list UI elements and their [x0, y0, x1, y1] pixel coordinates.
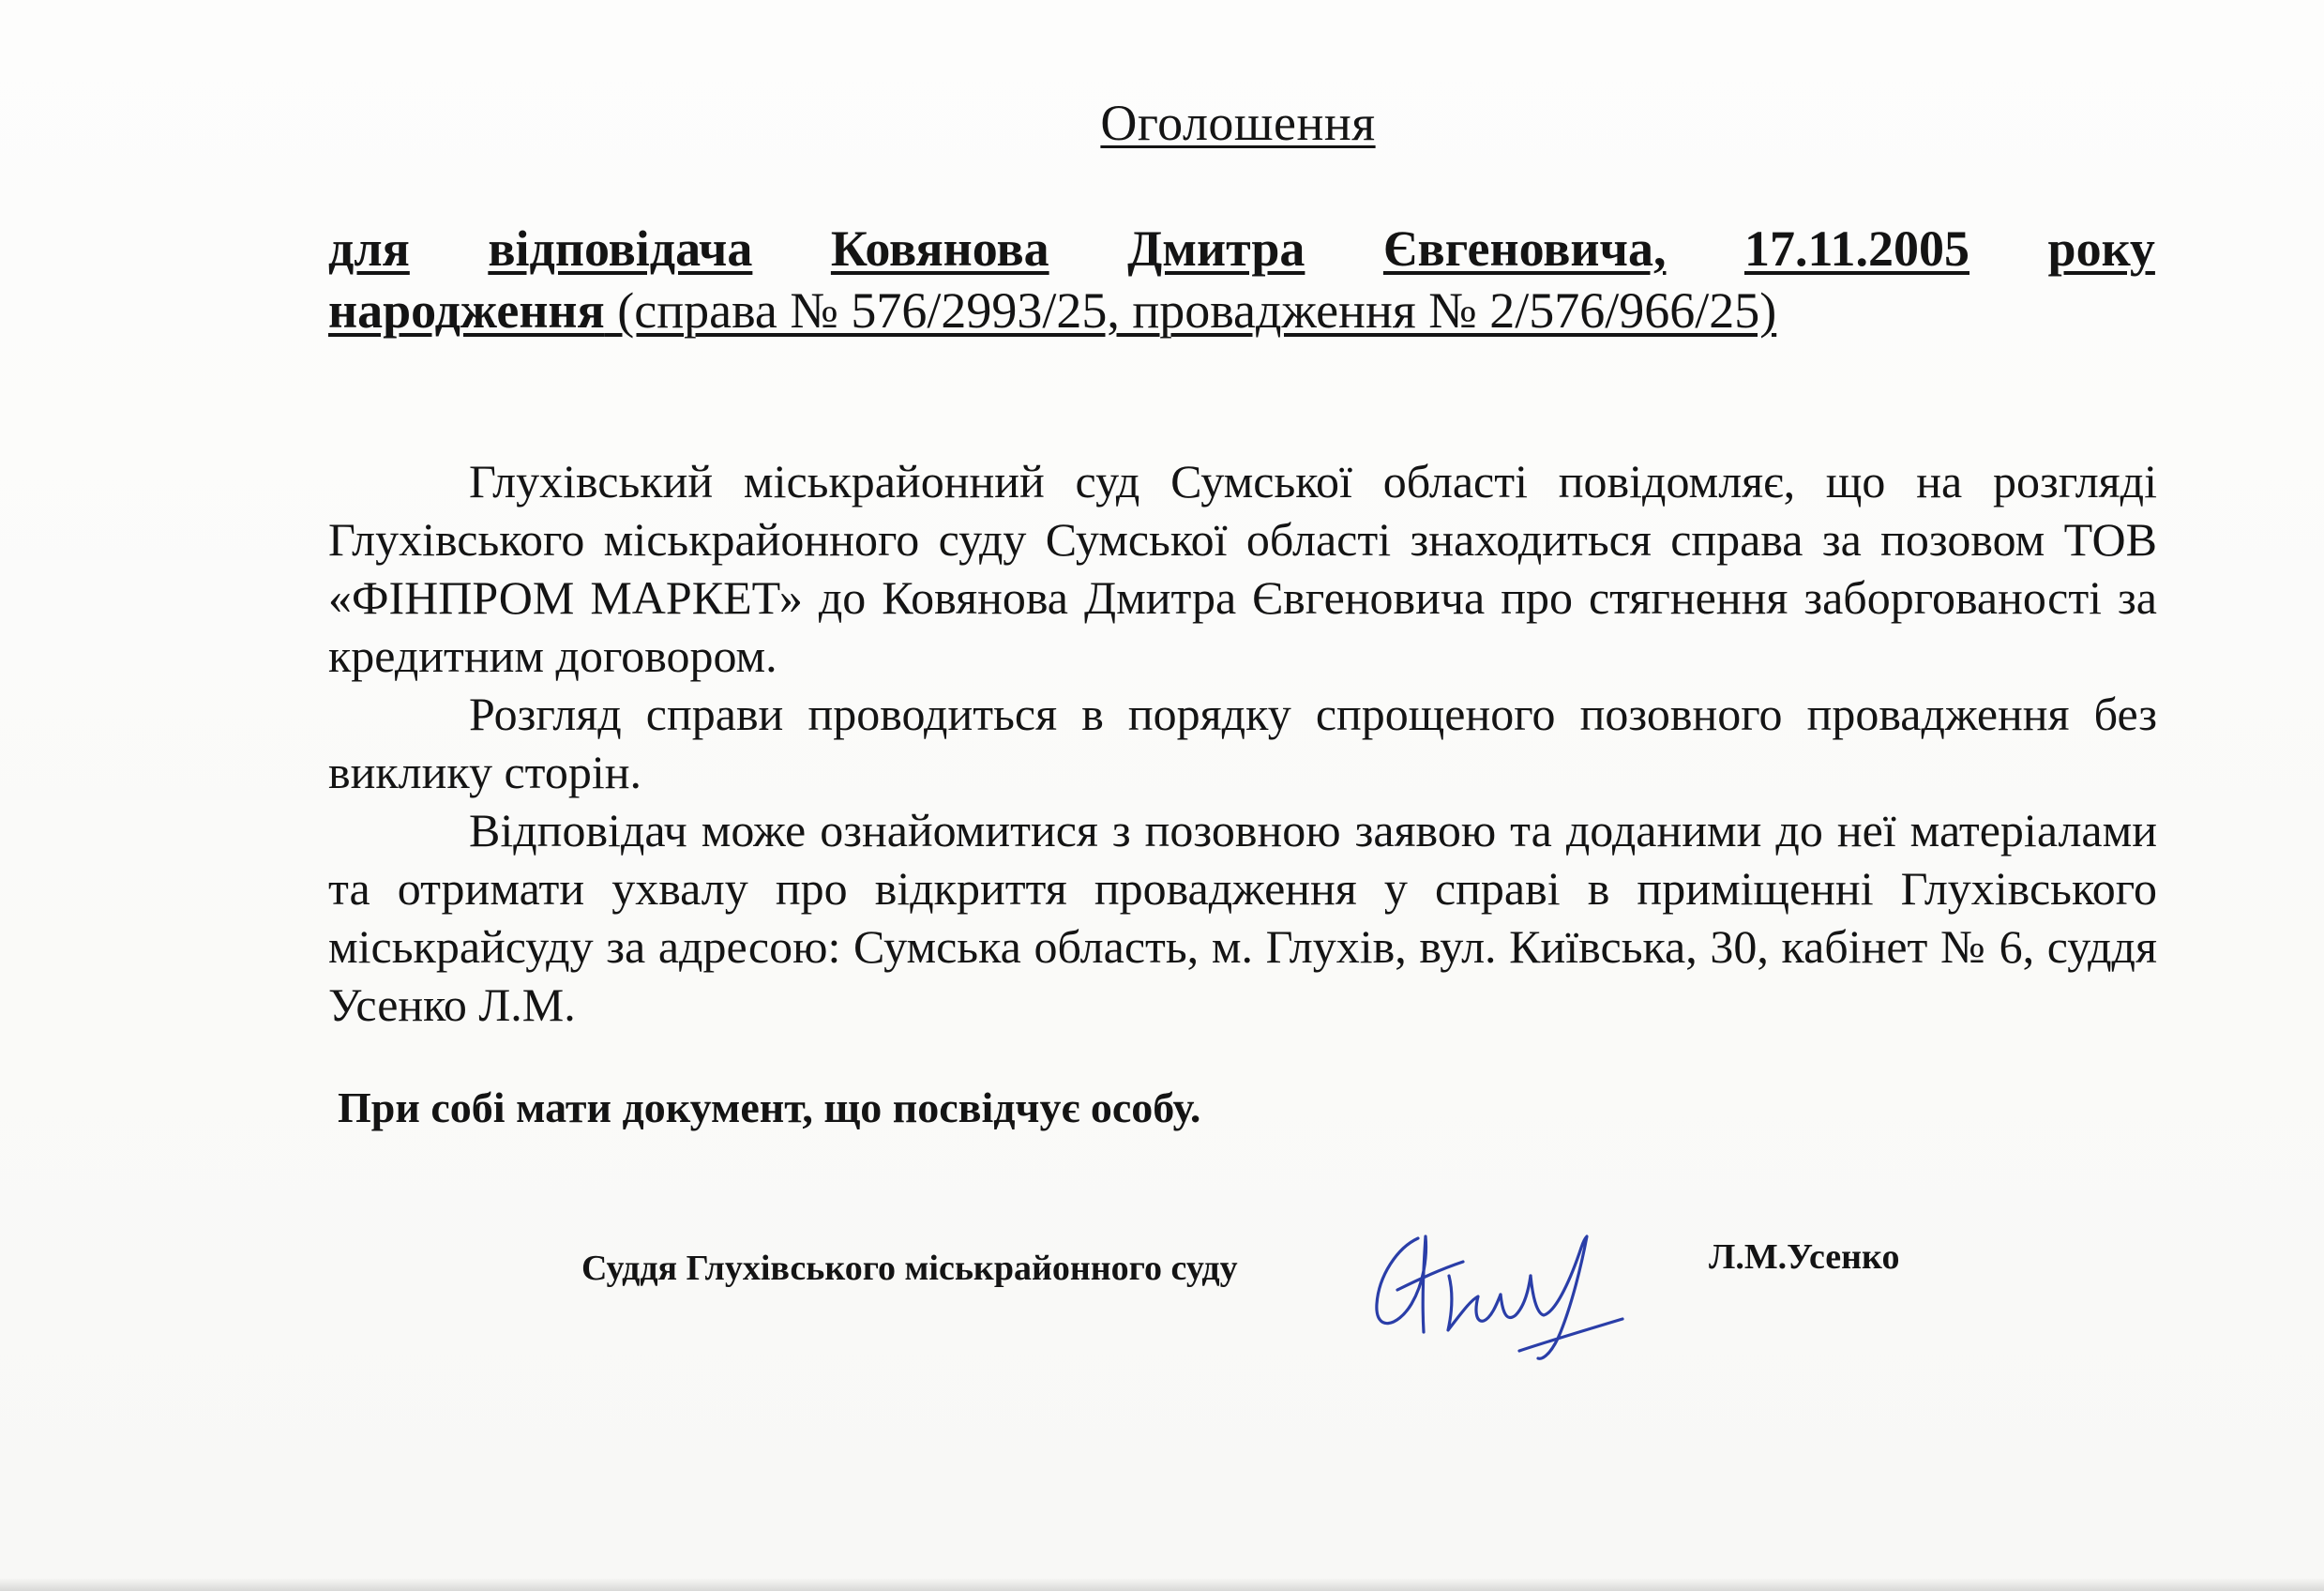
- heading-word: Євгеновича,: [1382, 220, 1667, 277]
- judge-name: Л.М.Усенко: [1709, 1237, 1900, 1277]
- heading-word: для: [328, 220, 410, 277]
- case-number: (справа № 576/2993/25, провадження № 2/576/966/25): [604, 282, 1777, 339]
- id-document-notice: При собі мати документ, що посвідчує особу.: [338, 1083, 1201, 1131]
- heading-word: року: [2047, 220, 2155, 277]
- signature-label: Суддя Глухівського міськрайонного суду: [581, 1249, 1238, 1288]
- recipient-heading-line1: [328, 218, 2155, 280]
- recipient-heading: [328, 218, 2155, 341]
- heading-word: Ковянова: [830, 220, 1049, 277]
- document-title: Оголошення: [1100, 95, 1376, 151]
- heading-word: відповідача: [488, 220, 753, 277]
- heading-word: 17.11.2005: [1743, 220, 1970, 277]
- handwritten-signature: [1360, 1210, 1641, 1370]
- paragraph-case-info: Глухівський міськрайонний суд Сумської області повідомляє, що на розгляді Глухівського міськрайонного суду Сумської області знаходиться справа за позовом ТОВ «ФІНПРОМ МАРКЕТ» до Ковянова Дмитра Євгеновича про стягнення заборгованості за кредитним договором.: [328, 455, 2157, 682]
- heading-birth-word: народження: [328, 282, 605, 339]
- heading-word: Дмитра: [1127, 220, 1305, 277]
- page-edge-shadow: [0, 1578, 2324, 1591]
- notice-body: [328, 452, 2157, 1034]
- paragraph-procedure: Розгляд справи проводиться в порядку спрощеного позовного провадження без виклику сторін.: [328, 688, 2157, 798]
- recipient-heading-line2: [328, 282, 1776, 339]
- paragraph-review-location: Відповідач може ознайомитися з позовною заявою та доданими до неї матеріалами та отримати ухвалу про відкриття провадження у справі в приміщенні Глухівського міськрайсуду за адресою: Сумська область, м. Глухів, вул. Київська, 30, кабінет № 6, суддя Усенко Л.М.: [328, 804, 2157, 1031]
